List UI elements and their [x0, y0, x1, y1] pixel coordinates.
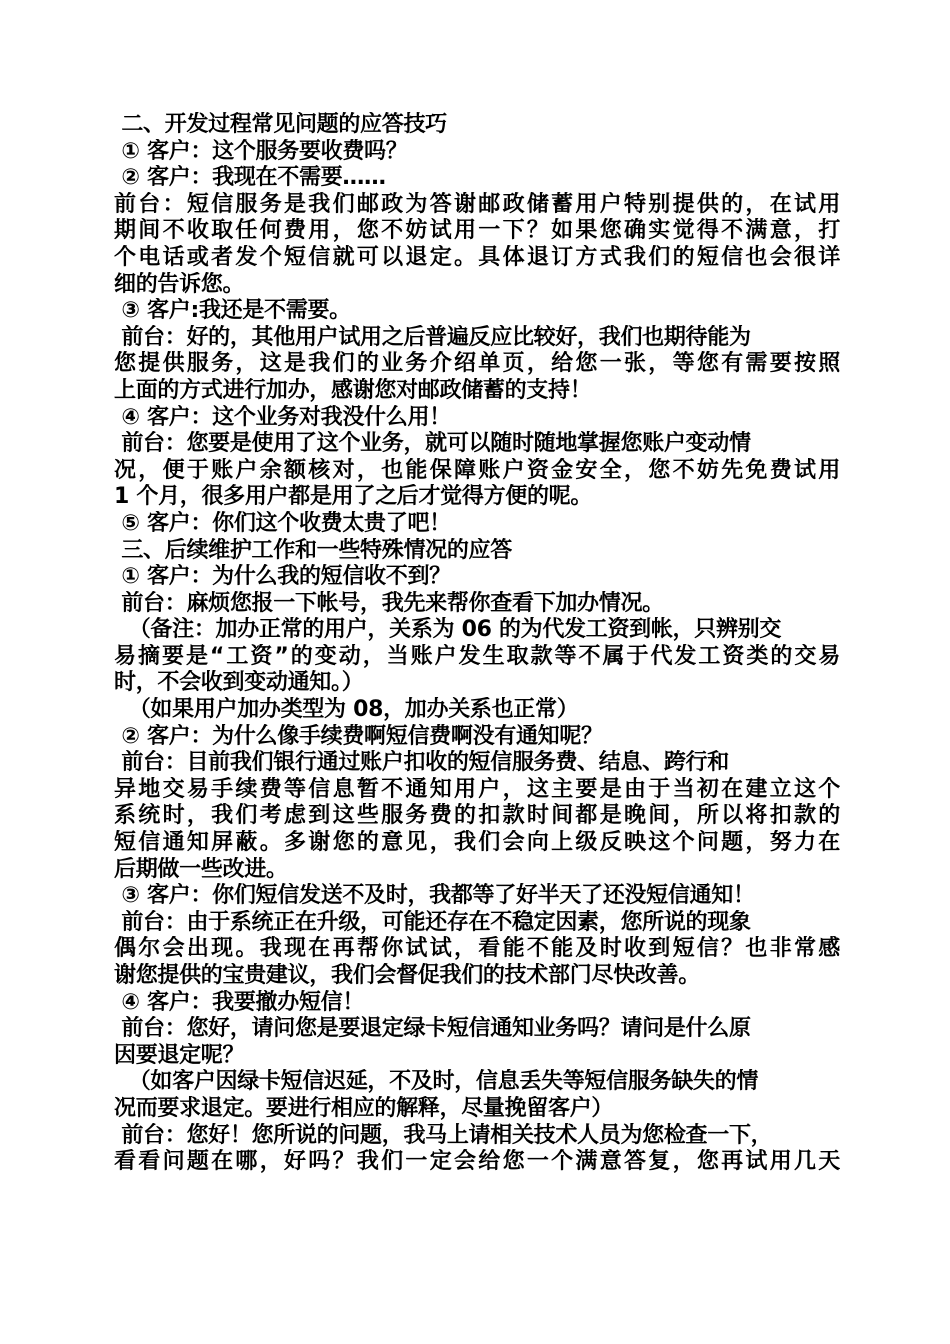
staff-answer-line: 因要退定呢？ [114, 1042, 245, 1068]
section-heading-2: 二、开发过程常见问题的应答技巧 [114, 112, 447, 137]
staff-answer-line: 1 个月，很多用户都是用了之后才觉得方便的呢。 [114, 484, 593, 510]
note-line: 时，不会收到变动通知。） [114, 670, 364, 696]
staff-answer-line: 短信通知屏蔽。多谢您的意见，我们会向上级反映这个问题，努力在 [114, 830, 840, 856]
staff-answer-line: 您提供服务，这是我们的业务介绍单页，给您一张，等您有需要按照 [114, 351, 840, 377]
document-body [114, 112, 840, 1176]
customer-question: ⑤ 客户：你们这个收费太贵了吧！ [114, 510, 451, 536]
customer-question: ① 客户：这个服务要收费吗？ [114, 138, 408, 164]
staff-answer-line: 前台：麻烦您报一下帐号，我先来帮你查看下加办情况。 [114, 590, 664, 616]
staff-answer-line: 后期做一些改进。 [114, 856, 288, 882]
note-line: （备注：加办正常的用户，关系为 06 的为代发工资到帐，只辨别交 [114, 617, 782, 643]
staff-answer-line: 谢您提供的宝贵建议，我们会督促我们的技术部门尽快改善。 [114, 963, 700, 988]
staff-answer-line: 前台：您好，请问您是要退定绿卡短信通知业务吗？请问是什么原 [114, 1016, 751, 1042]
note-line: 易摘要是“工资”的变动，当账户发生取款等不属于代发工资类的交易 [114, 643, 840, 669]
staff-answer-line: 异地交易手续费等信息暂不通知用户，这主要是由于当初在建立这个 [114, 776, 840, 802]
customer-question: ② 客户：为什么像手续费啊短信费啊没有通知呢？ [114, 723, 603, 749]
staff-answer-line: 偶尔会出现。我现在再帮你试试，看能不能及时收到短信？也非常感 [114, 936, 840, 962]
staff-answer-line: 况，便于账户余额核对，也能保障账户资金安全，您不妨先免费试用 [114, 457, 840, 483]
customer-question: ③ 客户：你们短信发送不及时，我都等了好半天了还没短信通知！ [114, 883, 755, 909]
note-line: 况而要求退定。要进行相应的解释，尽量挽留客户） [114, 1095, 614, 1121]
customer-question: ② 客户：我现在不需要…… [114, 165, 386, 191]
note-line: （如客户因绿卡短信迟延，不及时，信息丢失等短信服务缺失的情 [114, 1069, 759, 1095]
staff-answer-line: 前台：您要是使用了这个业务，就可以随时随地掌握您账户变动情 [114, 431, 751, 457]
staff-answer-line: 个电话或者发个短信就可以退定。具体退订方式我们的短信也会很详 [114, 244, 840, 270]
customer-question: ③ 客户:我还是不需要。 [114, 298, 351, 324]
staff-answer-line: 系统时，我们考虑到这些服务费的扣款时间都是晚间，所以将扣款的 [114, 803, 840, 829]
section-heading-3: 三、后续维护工作和一些特殊情况的应答 [114, 537, 512, 563]
staff-answer-line: 前台：您好！您所说的问题，我马上请相关技术人员为您检查一下， [114, 1122, 773, 1148]
staff-answer-line: 前台：好的，其他用户试用之后普遍反应比较好，我们也期待能为 [114, 324, 751, 350]
staff-answer-line: 前台：短信服务是我们邮政为答谢邮政储蓄用户特别提供的，在试用 [114, 191, 840, 217]
staff-answer-line: 前台：目前我们银行通过账户扣收的短信服务费、结息、跨行和 [114, 750, 729, 776]
staff-answer-line: 细的告诉您。 [114, 271, 245, 297]
staff-answer-line: 期间不收取任何费用，您不妨试用一下？如果您确实觉得不满意，打 [114, 218, 840, 244]
staff-answer-line: 上面的方式进行加办，感谢您对邮政储蓄的支持！ [114, 377, 592, 403]
customer-question: ① 客户：为什么我的短信收不到？ [114, 564, 451, 590]
customer-question: ④ 客户：这个业务对我没什么用！ [114, 404, 451, 430]
staff-answer-line: 前台：由于系统正在升级，可能还存在不稳定因素，您所说的现象 [114, 909, 751, 935]
note-line: （如果用户加办类型为 08，加办关系也正常） [114, 697, 579, 723]
customer-question: ④ 客户：我要撤办短信！ [114, 989, 365, 1015]
staff-answer-line: 看看问题在哪，好吗？我们一定会给您一个满意答复，您再试用几天 [114, 1149, 840, 1175]
